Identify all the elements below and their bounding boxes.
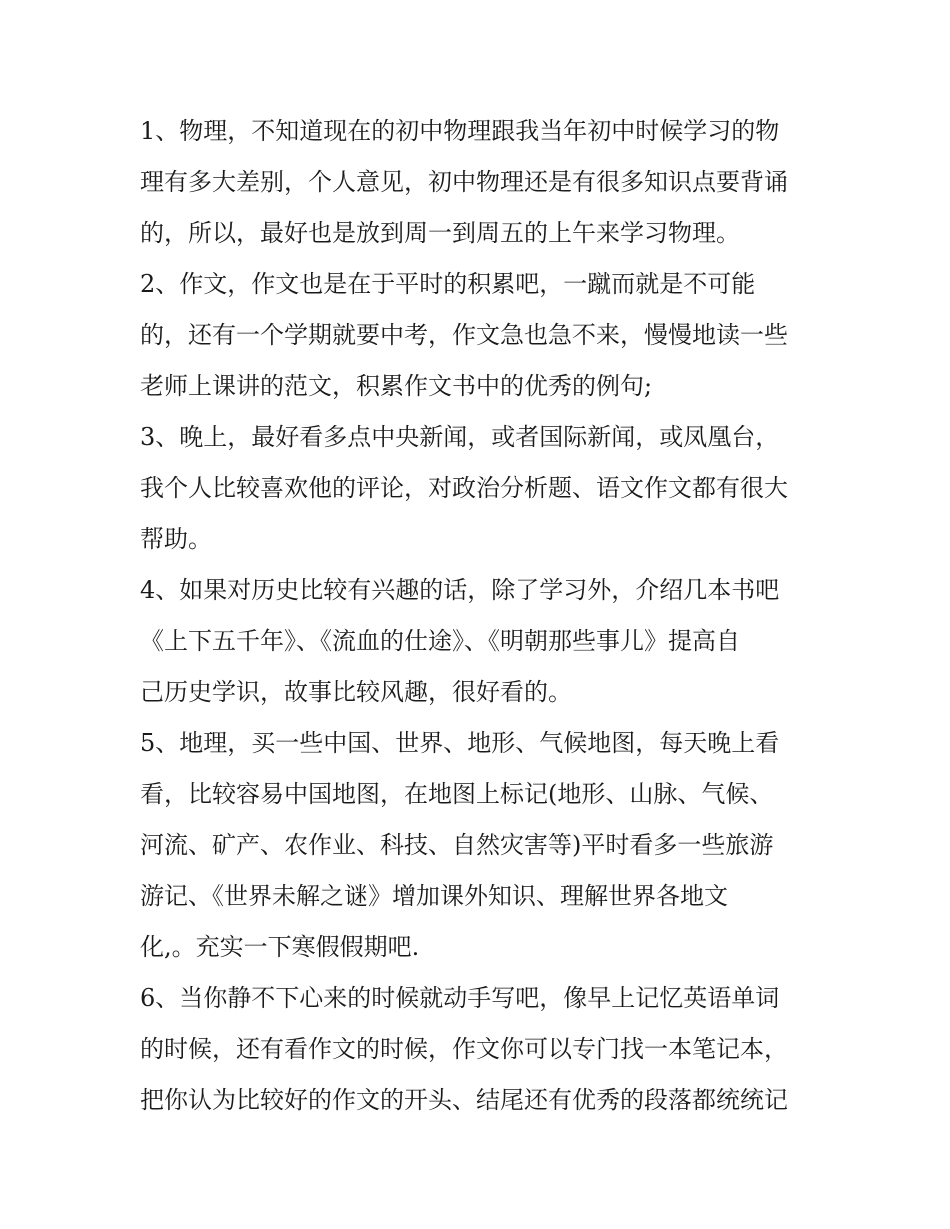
text-line: 1、物理，不知道现在的初中物理跟我当年初中时候学习的物 [140, 117, 780, 145]
text-line: 把你认为比较好的作文的开头、结尾还有优秀的段落都统统记 [140, 1086, 788, 1114]
text-line: 看，比较容易中国地图，在地图上标记(地形、山脉、气候、 [140, 780, 774, 808]
text-line: 帮助。 [140, 525, 212, 553]
text-line: 老师上课讲的范文，积累作文书中的优秀的例句; [140, 372, 653, 400]
text-line: 的时候，还有看作文的时候，作文你可以专门找一本笔记本， [140, 1035, 788, 1063]
text-line: 《上下五千年》、《流血的仕途》、《明朝那些事儿》提高自 [140, 627, 740, 655]
text-line: 2、作文，作文也是在于平时的积累吧，一蹴而就是不可能 [140, 270, 756, 298]
text-line: 6、当你静不下心来的时候就动手写吧，像早上记忆英语单词 [140, 984, 780, 1012]
text-line: 化,。充实一下寒假假期吧. [140, 933, 420, 961]
text-line: 4、如果对历史比较有兴趣的话，除了学习外，介绍几本书吧 [140, 576, 780, 604]
text-line: 理有多大差别，个人意见，初中物理还是有很多知识点要背诵 [140, 168, 788, 196]
text-line: 己历史学识，故事比较风趣，很好看的。 [140, 678, 572, 706]
text-line: 的，还有一个学期就要中考，作文急也急不来，慢慢地读一些 [140, 321, 788, 349]
text-line: 河流、矿产、农作业、科技、自然灾害等)平时看多一些旅游 [140, 831, 774, 859]
text-line: 游记、《世界未解之谜》增加课外知识、理解世界各地文 [140, 882, 728, 910]
text-line: 的，所以，最好也是放到周一到周五的上午来学习物理。 [140, 219, 740, 247]
text-line: 5、地理，买一些中国、世界、地形、气候地图，每天晚上看 [140, 729, 780, 757]
document-body [140, 106, 820, 1126]
text-line: 3、晚上，最好看多点中央新闻，或者国际新闻，或凤凰台， [140, 423, 780, 451]
text-line: 我个人比较喜欢他的评论，对政治分析题、语文作文都有很大 [140, 474, 788, 502]
